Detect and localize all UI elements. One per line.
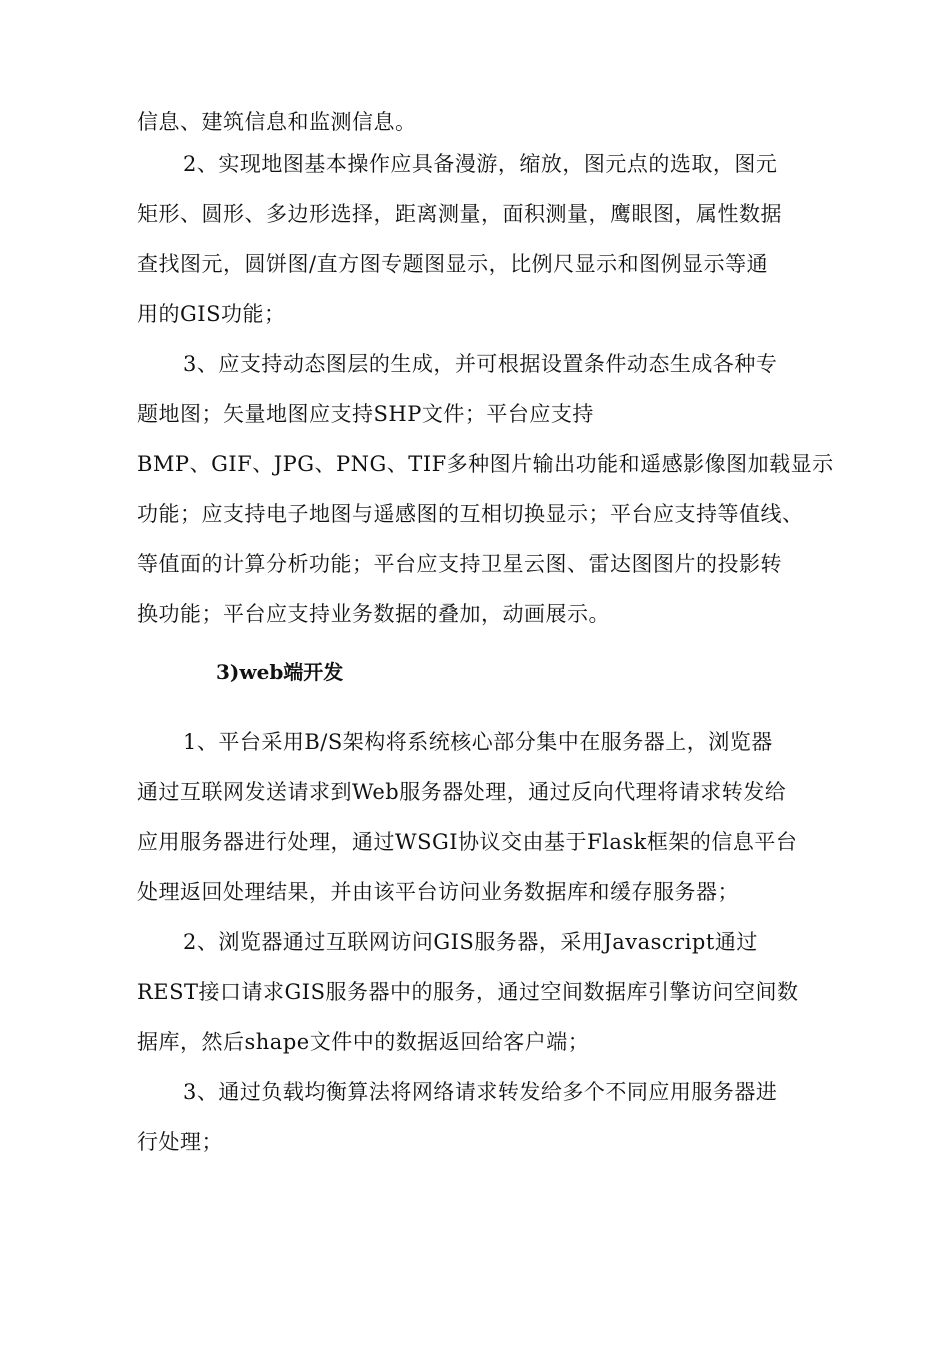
text-line: 3、应支持动态图层的生成，并可根据设置条件动态生成各种专	[183, 352, 778, 376]
text-line: 2、浏览器通过互联网访问GIS服务器，采用Javascript通过	[183, 930, 758, 954]
text-line: 1、平台采用B/S架构将系统核心部分集中在服务器上，浏览器	[183, 730, 773, 754]
text-line: 换功能；平台应支持业务数据的叠加，动画展示。	[137, 602, 610, 626]
text-line: 处理返回处理结果，并由该平台访问业务数据库和缓存服务器；	[137, 880, 739, 904]
text-line: 矩形、圆形、多边形选择，距离测量，面积测量，鹰眼图，属性数据	[137, 202, 782, 226]
text-line: BMP、GIF、JPG、PNG、TIF多种图片输出功能和遥感影像图加载显示	[137, 452, 834, 476]
text-line: 3、通过负载均衡算法将网络请求转发给多个不同应用服务器进	[183, 1080, 778, 1104]
text-line: 2、实现地图基本操作应具备漫游，缩放，图元点的选取，图元	[183, 152, 778, 176]
text-line: 用的GIS功能；	[137, 302, 286, 326]
text-line: 信息、建筑信息和监测信息。	[137, 110, 417, 134]
text-line: 等值面的计算分析功能；平台应支持卫星云图、雷达图图片的投影转	[137, 552, 782, 576]
text-line: 查找图元，圆饼图/直方图专题图显示，比例尺显示和图例显示等通	[137, 252, 769, 276]
section-heading: 3)web端开发	[216, 660, 344, 684]
text-line: 据库，然后shape文件中的数据返回给客户端；	[137, 1030, 590, 1054]
text-line: 功能；应支持电子地图与遥感图的互相切换显示；平台应支持等值线、	[137, 502, 804, 526]
text-line: REST接口请求GIS服务器中的服务，通过空间数据库引擎访问空间数	[137, 980, 799, 1004]
text-line: 通过互联网发送请求到Web服务器处理，通过反向代理将请求转发给	[137, 780, 787, 804]
text-line: 应用服务器进行处理，通过WSGI协议交由基于Flask框架的信息平台	[137, 830, 798, 854]
text-line: 题地图；矢量地图应支持SHP文件；平台应支持	[137, 402, 594, 426]
text-line: 行处理；	[137, 1130, 223, 1154]
